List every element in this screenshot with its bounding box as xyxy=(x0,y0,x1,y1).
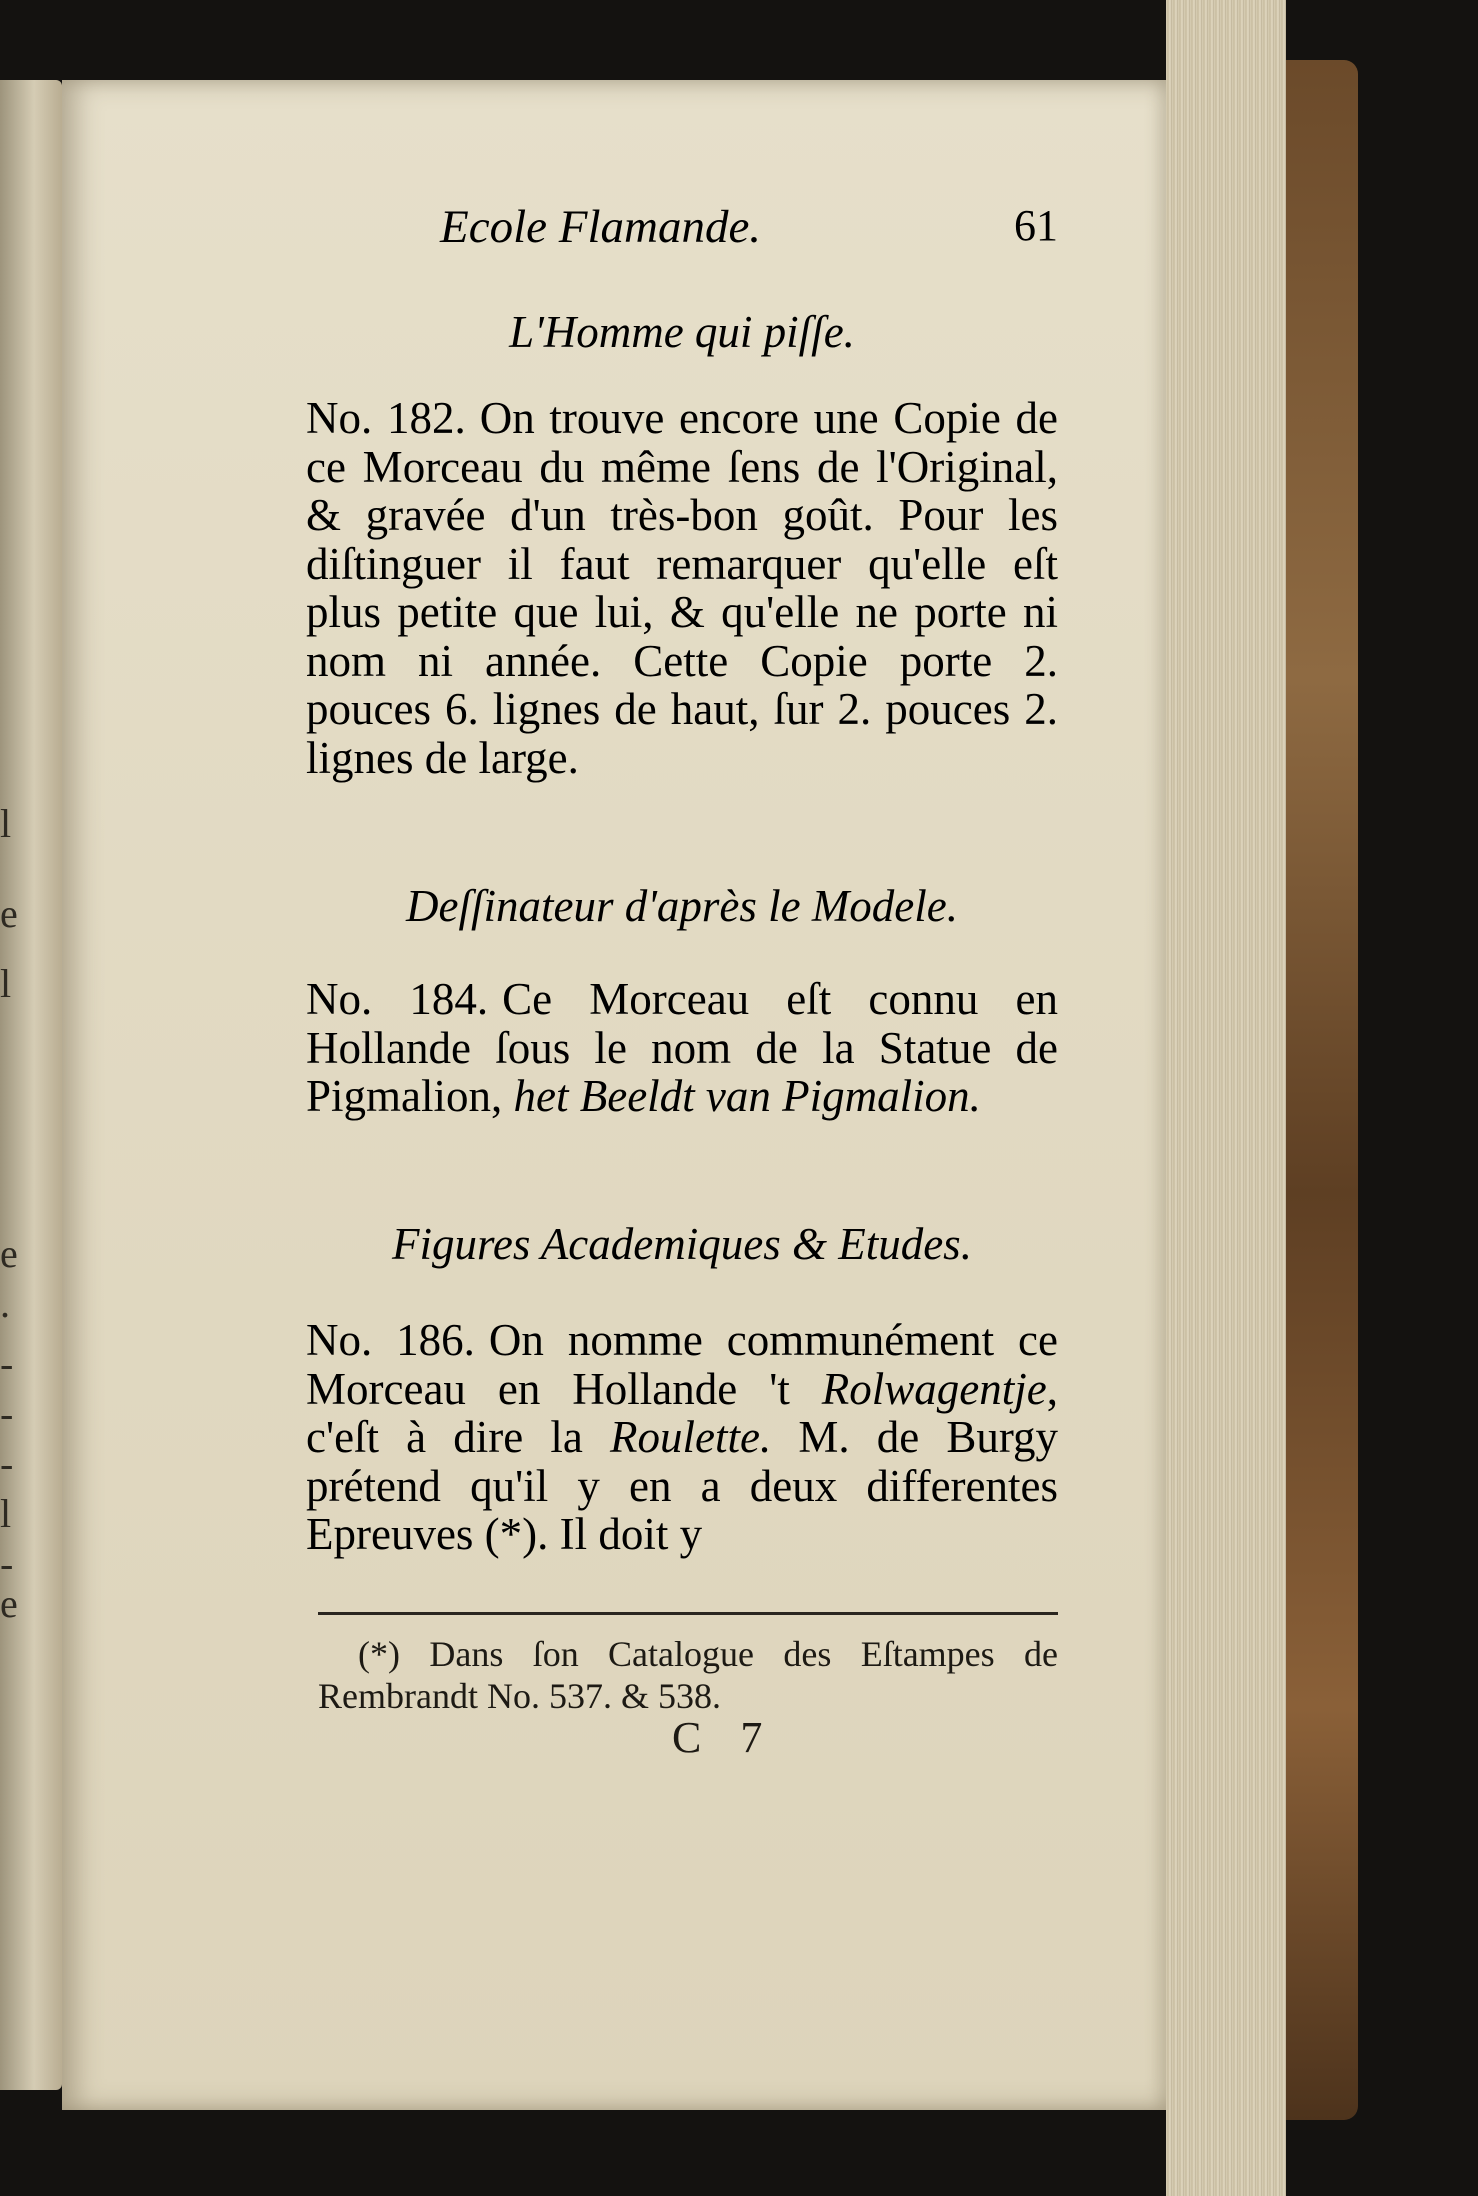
footnote-rule xyxy=(318,1612,1058,1615)
left-bleed-letter: - xyxy=(0,1341,14,1386)
section-heading: L'Homme qui piſſe. xyxy=(509,307,855,357)
entry-paragraph xyxy=(306,394,1058,782)
entry-number: No. 184. xyxy=(306,974,489,1024)
entry-paragraph xyxy=(306,1316,1058,1559)
section-heading: Deſſinateur d'après le Modele. xyxy=(406,881,958,931)
left-bleed-letter: - xyxy=(0,1541,14,1586)
entry-text: , c'eſt à dire la xyxy=(306,1363,1059,1462)
signature-mark: C 7 xyxy=(672,1713,777,1762)
footnote-mark: (*) xyxy=(358,1634,400,1674)
entry-text: Ce Morceau eſt connu en Hollande ſous le nom de la Statue de Pigmalion, xyxy=(306,974,1058,1121)
left-bleed-letter: e xyxy=(0,891,18,936)
page-edges xyxy=(1166,0,1286,2196)
entry-paragraph xyxy=(306,975,1058,1121)
entry-italic-text: Rolwagentje xyxy=(821,1363,1047,1414)
page-number: 61 xyxy=(1014,201,1058,250)
entry-text: M. de Burgy prétend qu'il y en a deux differentes Epreuves (*). Il doit y xyxy=(306,1412,1059,1559)
book-cover-spine xyxy=(1286,60,1358,2120)
entry-italic-text: het Beeldt van Pigmalion. xyxy=(513,1071,981,1121)
left-bleed-letter: e xyxy=(0,1581,18,1626)
footnote-text: Dans ſon Catalogue des Eſtampes de Rembrandt No. 537. & 538. xyxy=(318,1634,1058,1716)
left-bleed-letter: . xyxy=(0,1281,10,1326)
left-bleed-letter: e xyxy=(0,1231,18,1276)
left-bleed-letter: l xyxy=(0,801,12,846)
left-bleed-letter: - xyxy=(0,1391,14,1436)
running-title: Ecole Flamande. xyxy=(440,201,762,253)
left-page-edge xyxy=(0,80,62,2090)
entry-italic-text: Roulette. xyxy=(610,1412,772,1462)
left-bleed-letter: l xyxy=(0,961,12,1006)
section-heading: Figures Academiques & Etudes. xyxy=(392,1219,972,1269)
footnote xyxy=(318,1633,1058,1717)
entry-number: No. 182. xyxy=(306,393,466,443)
entry-text: On nomme communément ce Morceau en Hollande 't xyxy=(306,1315,1059,1414)
entry-number: No. 186. xyxy=(306,1315,475,1365)
entry-text: On trouve encore une Copie de ce Morceau du même ſens de l'Original, & gravée d'un très-bon goût. Pour les diſtinguer il faut remarquer qu'elle eſt plus petite que lui, & qu'elle ne porte ni nom ni année. Cette Copie porte 2. pouces 6. lignes de haut, ſur 2. pouces 2. lignes de large. xyxy=(306,393,1058,783)
running-head xyxy=(306,200,1058,260)
left-bleed-letter: - xyxy=(0,1441,14,1486)
left-bleed-letter: l xyxy=(0,1491,12,1536)
